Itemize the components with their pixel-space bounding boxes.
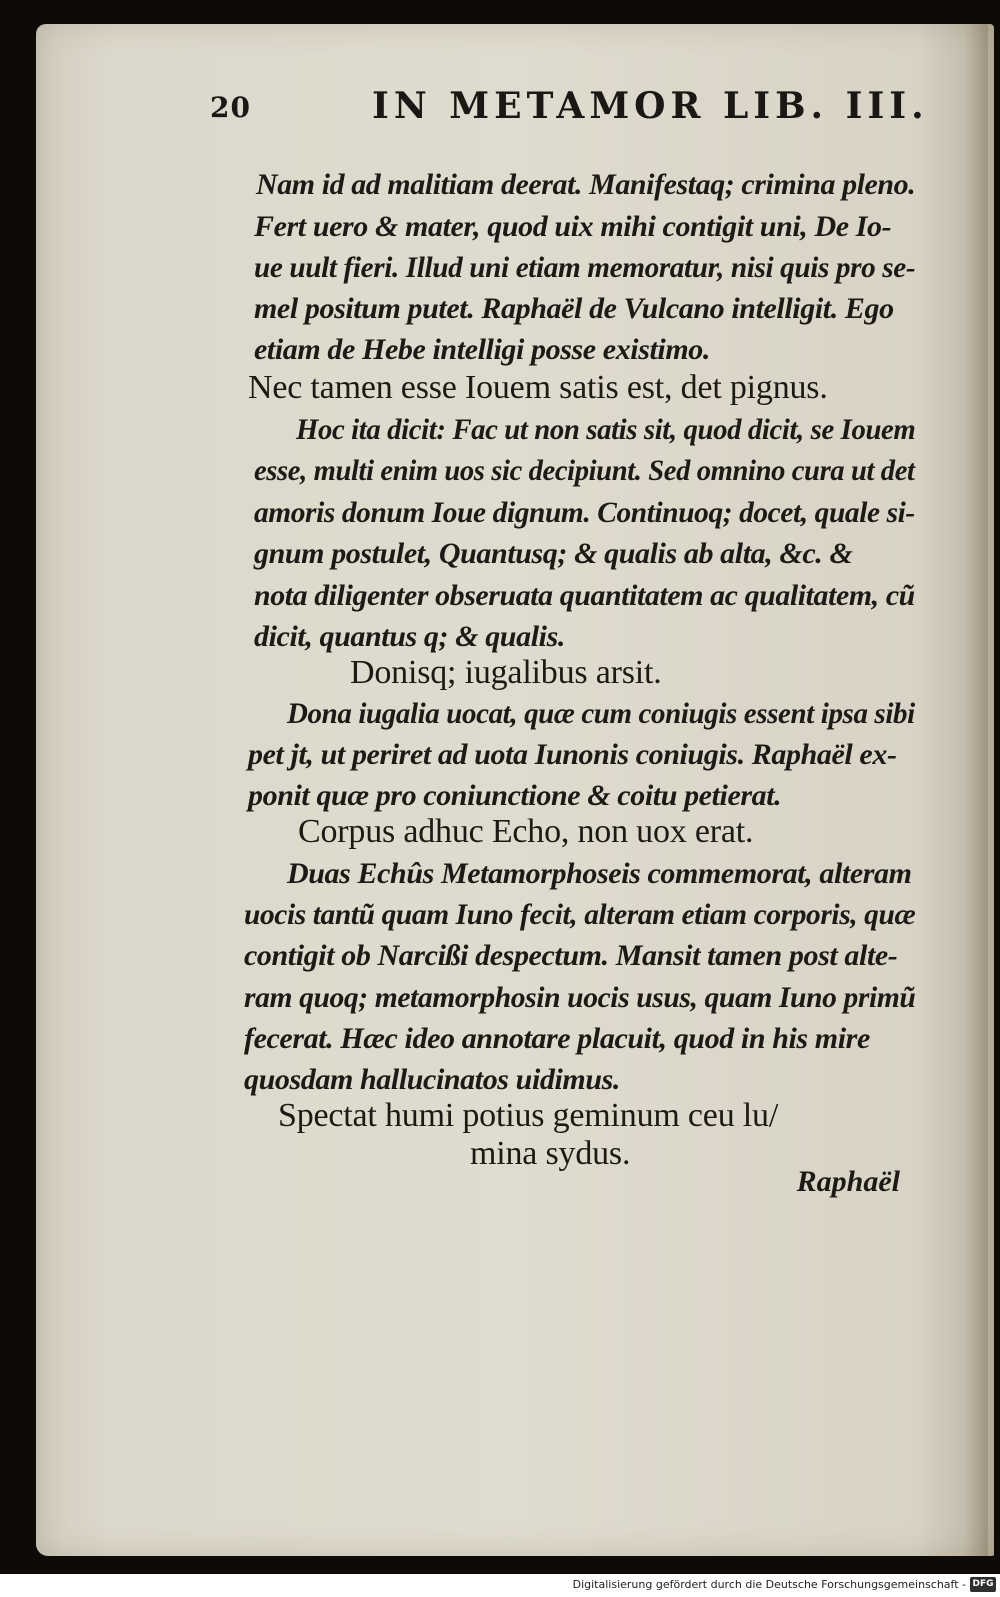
text-line: mel positum putet. Raphaël de Vulcano intelligit. Ego	[254, 292, 894, 325]
lemma-line: Nec tamen esse Iouem satis est, det pignus.	[248, 369, 828, 406]
text-line: etiam de Hebe intelligi posse existimo.	[254, 333, 711, 366]
text-line: fecerat. Hæc ideo annotare placuit, quod in his mire	[244, 1022, 870, 1055]
text-line: Dona iugalia uocat, quæ cum coniugis essent ipsa sibi	[287, 697, 915, 730]
text-line: Hoc ita dicit: Fac ut non satis sit, quod dicit, se Iouem	[296, 413, 916, 446]
text-line: dicit, quantus q; & qualis.	[254, 620, 565, 653]
text-line: amoris donum Ioue dignum. Continuoq; docet, quale si-	[254, 496, 915, 529]
lemma-line: Donisq; iugalibus arsit.	[350, 654, 662, 691]
text-line: nota diligenter obseruata quantitatem ac qualitatem, cũ	[254, 579, 915, 612]
funding-credit: Digitalisierung gefördert durch die Deutsche Forschungsgemeinschaft -	[572, 1578, 966, 1591]
text-line: contigit ob Narcißi despectum. Mansit tamen post alte-	[244, 939, 898, 972]
text-line: Fert uero & mater, quod uix mihi contigit uni, De Io-	[254, 210, 892, 243]
catchword: Raphaël	[796, 1165, 900, 1198]
text-line: ram quoq; metamorphosin uocis usus, quam Iuno primũ	[244, 981, 916, 1014]
text-line: Nam id ad malitiam deerat. Manifestaq; crimina pleno.	[256, 168, 916, 201]
text-line: pet jt, ut periret ad uota Iunonis coniugis. Raphaël ex-	[248, 738, 897, 771]
digitization-footer	[0, 1574, 1000, 1597]
text-line: ue uult fieri. Illud uni etiam memoratur, nisi quis pro se-	[254, 251, 916, 284]
dfg-logo: DFG	[970, 1577, 996, 1592]
page-edge-shadow	[964, 24, 988, 1556]
text-line: Duas Echûs Metamorphoseis commemorat, alteram	[287, 857, 912, 890]
running-head: IN METAMOR LIB. III.	[372, 85, 929, 127]
text-line: esse, multi enim uos sic decipiunt. Sed omnino cura ut det	[254, 454, 915, 487]
lemma-line: Spectat humi potius geminum ceu lu/	[278, 1097, 779, 1134]
lemma-line: mina sydus.	[470, 1135, 631, 1172]
text-line: quosdam hallucinatos uidimus.	[244, 1063, 621, 1096]
text-line: uocis tantũ quam Iuno fecit, alteram etiam corporis, quæ	[244, 898, 916, 931]
page-number: 20	[210, 91, 251, 124]
text-line: ponit quæ pro coniunctione & coitu petierat.	[248, 779, 782, 812]
text-line: gnum postulet, Quantusq; & qualis ab alta, &c. &	[254, 537, 853, 570]
lemma-line: Corpus adhuc Echo, non uox erat.	[298, 813, 754, 850]
